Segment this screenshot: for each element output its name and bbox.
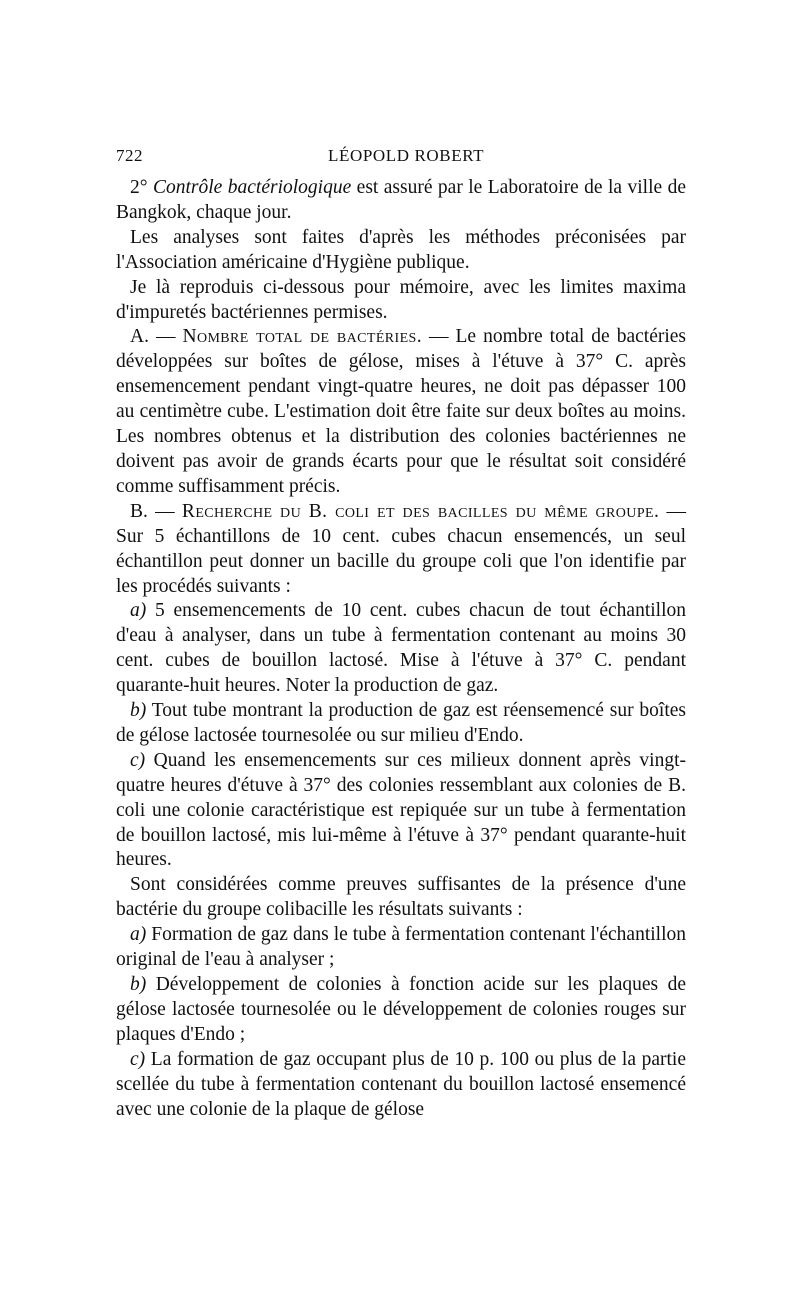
paragraph-text: Développement de colonies à fonction acide sur les plaques de gélose lactosée tournesolée ou le développement de colonies rouges sur plaques d'Endo ;: [116, 974, 686, 1045]
list-item-a-proof: [116, 923, 686, 973]
paragraph-text: Sont considérées comme preuves suffisantes de la présence d'une bactérie du groupe colibacille les résultats suivants :: [116, 874, 686, 921]
paragraph-text: 5 ensemencements de 10 cent. cubes chacun de tout échantillon d'eau à analyser, dans un tube à fermentation contenant au moins 30 cent. cubes de bouillon lactosé. Mise à l'étuve à 37° C. pendant quarante-huit heures. Noter la production de gaz.: [116, 600, 686, 697]
paragraph-text: Quand les ensemencements sur ces milieux donnent après vingt-quatre heures d'étuve à 37° des colonies ressemblant aux colonies de B. coli une colonie caractéristique est repiquée sur un tube à fermentation de bouillon lactosé, mis lui-même à l'étuve à 37° pendant quarante-huit heures.: [116, 749, 686, 871]
paragraph-text: Les analyses sont faites d'après les méthodes préconisées par l'Association américaine d'Hygiène publique.: [116, 226, 686, 273]
paragraph-text: est assuré par le Laboratoire de la ville de Bangkok, chaque jour.: [116, 177, 686, 223]
paragraph-text: La formation de gaz occupant plus de 10 p. 100 ou plus de la partie scellée du tube à fermentation contenant du bouillon lactosé ensemencé avec une colonie de la plaque de gélose: [116, 1048, 686, 1120]
item-label: a): [130, 924, 147, 946]
section-heading-italic: Contrôle bactériologique: [152, 177, 352, 198]
paragraph-text: — Sur 5 échantillons de 10 cent. cubes chacun ensemencés, un seul échantillon peut donner un bacille du groupe coli que l'on identifie par les procédés suivants :: [116, 500, 686, 597]
paragraph-bacteriological-control: [116, 176, 686, 226]
paragraph-text: Formation de gaz dans le tube à fermentation contenant l'échantillon original de l'eau à analyser ;: [116, 924, 686, 971]
list-item-c-procedure: [116, 749, 686, 874]
book-page: [116, 146, 686, 1122]
list-item-a-procedure: [116, 599, 686, 699]
paragraph-section-b: [116, 500, 686, 600]
section-heading-smallcaps: Nombre total de bactéries.: [182, 326, 423, 348]
item-label: a): [130, 600, 147, 622]
paragraph-section-a: [116, 325, 686, 499]
list-item-b-procedure: [116, 699, 686, 749]
paragraph-text: Tout tube montrant la production de gaz est réensemencé sur boîtes de gélose lactosée tournesolée ou sur milieu d'Endo.: [116, 700, 686, 746]
page-number: 722: [116, 146, 143, 165]
paragraph-limits-intro: [116, 276, 686, 326]
paragraph-sufficient-proofs: [116, 873, 686, 923]
paragraph-text: Je là reproduis ci-dessous pour mémoire, avec les limites maxima d'impuretés bactériennes permises.: [116, 276, 686, 323]
item-label: b): [130, 700, 147, 722]
item-label: b): [130, 974, 147, 995]
list-item-b-proof: [116, 973, 686, 1048]
item-label: c): [130, 749, 146, 771]
paragraph-text: — Le nombre total de bactéries développées sur boîtes de gélose, mises à l'étuve à 37° C. après ensemencement pendant vingt-quatre heures, ne doit pas dépasser 100 au centimètre cube. L'estimation doit être faite sur deux boîtes au moins. Les nombres obtenus et la distribution des colonies bactériennes ne doivent pas avoir de grands écarts pour que le résultat soit considéré comme suffisamment précis.: [116, 326, 686, 497]
running-head: [116, 146, 686, 176]
section-label: A. —: [130, 326, 183, 348]
list-item-c-proof: [116, 1048, 686, 1123]
paragraph-analysis-methods: [116, 226, 686, 276]
section-label: B. —: [130, 500, 182, 522]
section-number: 2°: [130, 177, 153, 198]
running-title: LÉOPOLD ROBERT: [328, 146, 485, 165]
item-label: c): [130, 1048, 146, 1070]
section-heading-smallcaps: Recherche du B. coli et des bacilles du même groupe.: [181, 500, 660, 522]
